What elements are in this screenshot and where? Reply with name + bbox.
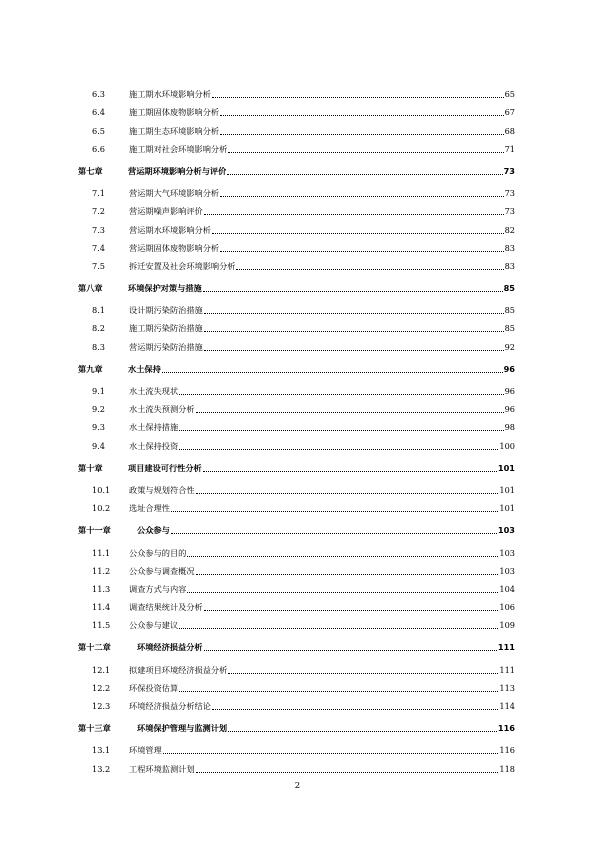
page-number: 2 — [294, 781, 301, 791]
toc-entry-number: 7.5 — [92, 260, 106, 271]
toc-entry-title: 公众参与建议 — [129, 620, 179, 631]
toc-entry-title: 施工期水环境影响分析 — [129, 89, 211, 100]
toc-entry-page: 83 — [504, 242, 515, 253]
toc-entry-title: 公众参与 — [137, 525, 170, 536]
toc-section-entry[interactable] — [78, 540, 515, 558]
dot-leader — [204, 213, 504, 215]
toc-section-entry[interactable] — [78, 199, 515, 217]
toc-entry-page: 100 — [499, 440, 515, 451]
dot-leader — [196, 411, 504, 413]
toc-section-entry[interactable] — [78, 118, 515, 136]
dot-leader — [171, 532, 497, 534]
toc-entry-number: 7.3 — [92, 224, 106, 235]
toc-entry-number: 7.4 — [92, 242, 106, 253]
dot-leader — [228, 151, 503, 153]
toc-section-entry[interactable] — [78, 298, 515, 316]
toc-entry-number: 6.6 — [92, 143, 106, 154]
toc-entry-title: 环保投资估算 — [129, 682, 179, 693]
toc-entry-title: 营运期污染防治措施 — [129, 341, 203, 352]
toc-entry-page: 101 — [497, 462, 515, 473]
toc-entry-title: 环境经济损益分析 — [137, 642, 203, 653]
toc-chapter-entry[interactable] — [78, 456, 515, 474]
toc-section-entry[interactable] — [78, 236, 515, 254]
toc-entry-title: 施工期对社会环境影响分析 — [129, 143, 228, 154]
toc-entry-number: 7.1 — [92, 188, 106, 199]
toc-entry-number: 11.2 — [92, 565, 111, 576]
toc-entry-page: 68 — [504, 125, 515, 136]
toc-entry-page: 111 — [499, 664, 515, 675]
toc-entry-number: 9.4 — [92, 440, 106, 451]
toc-entry-number: 第十三章 — [78, 723, 111, 734]
dot-leader — [204, 609, 499, 611]
toc-section-entry[interactable] — [78, 334, 515, 352]
toc-entry-page: 116 — [497, 723, 515, 734]
toc-entry-number: 第九章 — [78, 363, 103, 374]
toc-entry-title: 设计期污染防治措施 — [129, 305, 203, 316]
toc-entry-title: 环境管理 — [129, 745, 162, 756]
toc-entry-page: 106 — [499, 602, 515, 613]
toc-section-entry[interactable] — [78, 316, 515, 334]
dot-leader — [203, 290, 503, 292]
toc-section-entry[interactable] — [78, 756, 515, 774]
toc-entry-page: 109 — [499, 620, 515, 631]
toc-entry-page: 118 — [499, 763, 515, 774]
toc-entry-title: 选址合理性 — [129, 503, 170, 514]
toc-entry-page: 98 — [504, 422, 515, 433]
dot-leader — [171, 510, 498, 512]
toc-chapter-entry[interactable] — [78, 635, 515, 653]
toc-entry-number: 10.2 — [92, 503, 111, 514]
toc-entry-title: 水土流失现状 — [129, 386, 179, 396]
dot-leader — [228, 672, 498, 674]
toc-entry-title: 环境经济损益分析结论 — [129, 701, 211, 711]
toc-entry-number: 11.5 — [92, 620, 111, 631]
toc-entry-page: 71 — [504, 143, 515, 154]
toc-entry-number: 6.5 — [92, 125, 106, 136]
toc-section-entry[interactable] — [78, 82, 515, 100]
toc-section-entry[interactable] — [78, 738, 515, 756]
toc-entry-page: 111 — [497, 642, 515, 653]
toc-entry-number: 8.1 — [92, 305, 106, 316]
toc-entry-number: 第十一章 — [78, 525, 111, 536]
toc-entry-page: 116 — [499, 745, 515, 756]
dot-leader — [187, 591, 498, 593]
toc-entry-number: 9.3 — [92, 422, 106, 433]
toc-entry-page: 114 — [499, 701, 515, 711]
toc-entry-title: 环境保护管理与监测计划 — [137, 723, 228, 734]
toc-entry-page: 85 — [504, 305, 515, 316]
toc-entry-title: 调查结果统计及分析 — [129, 602, 203, 613]
toc-entry-title: 施工期生态环境影响分析 — [129, 125, 220, 136]
dot-leader — [220, 114, 504, 116]
dot-leader — [236, 268, 503, 270]
toc-section-entry[interactable] — [78, 254, 515, 272]
dot-leader — [204, 312, 504, 314]
toc-entry-page: 104 — [499, 583, 515, 594]
toc-entry-title: 水土保持措施 — [129, 422, 179, 433]
toc-entry-number: 9.1 — [92, 386, 106, 396]
toc-entry-title: 拆迁安置及社会环境影响分析 — [129, 260, 236, 271]
toc-entry-title: 水土保持 — [128, 363, 161, 374]
dot-leader — [179, 627, 498, 629]
toc-entry-page: 96 — [504, 404, 515, 415]
toc-chapter-entry[interactable] — [78, 159, 515, 177]
toc-entry-title: 项目建设可行性分析 — [128, 462, 202, 473]
toc-chapter-entry[interactable] — [78, 518, 515, 536]
toc-entry-title: 环境保护对策与措施 — [128, 283, 202, 294]
dot-leader — [204, 330, 504, 332]
toc-entry-title: 政策与规划符合性 — [129, 484, 195, 495]
toc-entry-title: 水土保持投资 — [129, 440, 179, 451]
toc-section-entry[interactable] — [78, 478, 515, 496]
toc-entry-title: 拟建项目环境经济损益分析 — [129, 664, 228, 675]
toc-entry-number: 第十二章 — [78, 642, 111, 653]
toc-section-entry[interactable] — [78, 595, 515, 613]
toc-section-entry[interactable] — [78, 694, 515, 712]
toc-entry-title: 水土流失预测分析 — [129, 404, 195, 415]
toc-entry-title: 工程环境监测计划 — [129, 763, 195, 774]
dot-leader — [212, 708, 498, 710]
toc-entry-title: 施工期固体废物影响分析 — [129, 107, 220, 118]
toc-entry-page: 85 — [504, 323, 515, 334]
toc-entry-number: 13.1 — [92, 745, 111, 756]
dot-leader — [228, 730, 497, 732]
toc-entry-page: 82 — [504, 224, 515, 235]
dot-leader — [179, 429, 503, 431]
dot-leader — [204, 349, 504, 351]
toc-section-entry[interactable] — [78, 137, 515, 155]
toc-entry-number: 12.2 — [92, 682, 111, 693]
toc-entry-page: 113 — [499, 682, 515, 693]
toc-chapter-entry[interactable] — [78, 357, 515, 375]
dot-leader — [220, 250, 504, 252]
toc-entry-number: 第十章 — [78, 462, 103, 473]
toc-section-entry[interactable] — [78, 676, 515, 694]
dot-leader — [196, 573, 499, 575]
toc-entry-number: 7.2 — [92, 206, 106, 217]
toc-entry-page: 73 — [504, 206, 515, 217]
dot-leader — [227, 173, 502, 175]
toc-section-entry[interactable] — [78, 657, 515, 675]
toc-section-entry[interactable] — [78, 577, 515, 595]
toc-entry-page: 73 — [503, 165, 515, 176]
toc-entry-number: 9.2 — [92, 404, 106, 415]
dot-leader — [220, 133, 504, 135]
toc-entry-number: 8.2 — [92, 323, 106, 334]
toc-entry-page: 65 — [504, 89, 515, 100]
toc-chapter-entry[interactable] — [78, 276, 515, 294]
toc-section-entry[interactable] — [78, 181, 515, 199]
toc-entry-number: 第七章 — [78, 165, 103, 176]
toc-entry-title: 施工期污染防治措施 — [129, 323, 203, 334]
toc-section-entry[interactable] — [78, 100, 515, 118]
toc-entry-page: 101 — [499, 484, 515, 495]
toc-entry-title: 营运期水环境影响分析 — [129, 224, 211, 235]
toc-section-entry[interactable] — [78, 415, 515, 433]
toc-entry-title: 营运期固体废物影响分析 — [129, 242, 220, 253]
toc-section-entry[interactable] — [78, 433, 515, 451]
toc-entry-number: 11.3 — [92, 583, 111, 594]
toc-entry-page: 103 — [499, 565, 515, 576]
toc-section-entry[interactable] — [78, 397, 515, 415]
toc-entry-number: 11.4 — [92, 602, 111, 613]
toc-section-entry[interactable] — [78, 613, 515, 631]
toc-entry-page: 96 — [503, 363, 515, 374]
dot-leader — [187, 555, 498, 557]
toc-entry-title: 营运期大气环境影响分析 — [129, 188, 220, 199]
toc-entry-page: 67 — [504, 107, 515, 118]
dot-leader — [179, 690, 498, 692]
toc-entry-page: 96 — [504, 386, 515, 396]
dot-leader — [212, 232, 504, 234]
toc-section-entry[interactable] — [78, 217, 515, 235]
toc-entry-title: 调查方式与内容 — [129, 583, 187, 594]
toc-entry-title: 公众参与的目的 — [129, 547, 187, 558]
dot-leader — [212, 96, 504, 98]
dot-leader — [220, 195, 504, 197]
toc-entry-page: 73 — [504, 188, 515, 199]
toc-entry-number: 13.2 — [92, 763, 111, 774]
dot-leader — [162, 371, 503, 373]
toc-entry-number: 12.1 — [92, 664, 111, 675]
dot-leader — [163, 752, 499, 754]
toc-entry-title: 营运期噪声影响评价 — [129, 206, 203, 217]
toc-entry-number: 第八章 — [78, 283, 103, 294]
toc-entry-number: 8.3 — [92, 341, 106, 352]
dot-leader — [196, 492, 499, 494]
toc-entry-number: 6.3 — [92, 89, 106, 100]
toc-entry-page: 92 — [504, 341, 515, 352]
toc-entry-number: 10.1 — [92, 484, 111, 495]
dot-leader — [179, 393, 503, 395]
toc-entry-title: 营运期环境影响分析与评价 — [128, 165, 227, 176]
toc-section-entry[interactable] — [78, 559, 515, 577]
toc-chapter-entry[interactable] — [78, 716, 515, 734]
dot-leader — [204, 649, 497, 651]
toc-entry-number: 6.4 — [92, 107, 106, 118]
toc-entry-page: 103 — [497, 525, 515, 536]
toc-section-entry[interactable] — [78, 379, 515, 397]
toc-entry-page: 103 — [499, 547, 515, 558]
toc-section-entry[interactable] — [78, 496, 515, 514]
dot-leader — [179, 448, 498, 450]
table-of-contents — [78, 82, 515, 775]
dot-leader — [196, 771, 499, 773]
toc-entry-page: 101 — [499, 503, 515, 514]
toc-entry-page: 83 — [504, 260, 515, 271]
toc-entry-number: 12.3 — [92, 701, 111, 711]
toc-entry-title: 公众参与调查概况 — [129, 565, 195, 576]
toc-entry-page: 85 — [503, 283, 515, 294]
toc-entry-number: 11.1 — [92, 547, 111, 558]
dot-leader — [203, 470, 497, 472]
